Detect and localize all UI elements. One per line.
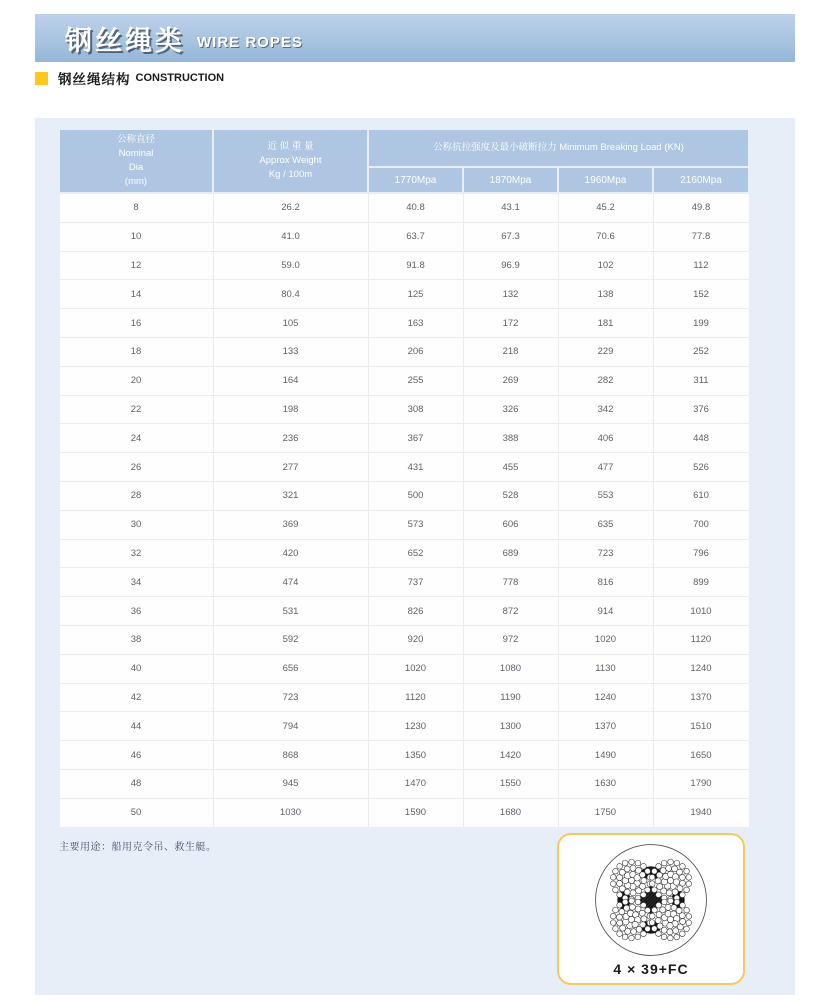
table-cell: 42 [59, 683, 213, 712]
table-cell: 77.8 [653, 222, 749, 251]
table-cell: 1240 [558, 683, 653, 712]
col-header-weight [213, 129, 368, 193]
table-cell: 816 [558, 568, 653, 597]
rope-cross-section-diagram [592, 841, 710, 959]
page-header [35, 14, 795, 62]
col-header-grade-1960: 1960Mpa [558, 167, 653, 193]
table-cell: 269 [463, 366, 558, 395]
col-header-diameter-en2: Dia [128, 162, 144, 173]
table-cell: 50 [59, 798, 213, 827]
section-heading [35, 69, 224, 87]
table-cell: 63.7 [368, 222, 463, 251]
table-row [59, 798, 749, 827]
table-cell: 945 [213, 769, 368, 798]
col-header-diameter-en1: Nominal [118, 147, 154, 159]
table-cell: 1550 [463, 769, 558, 798]
table-cell: 723 [558, 539, 653, 568]
table-cell: 91.8 [368, 251, 463, 280]
table-row [59, 309, 749, 338]
table-cell: 163 [368, 309, 463, 338]
table-cell: 229 [558, 337, 653, 366]
table-cell: 737 [368, 568, 463, 597]
table-row [59, 568, 749, 597]
table-cell: 16 [59, 309, 213, 338]
table-cell: 311 [653, 366, 749, 395]
table-cell: 70.6 [558, 222, 653, 251]
col-header-grade-1770: 1770Mpa [368, 167, 463, 193]
table-cell: 199 [653, 309, 749, 338]
table-cell: 796 [653, 539, 749, 568]
table-cell: 44 [59, 712, 213, 741]
section-bullet-icon [35, 72, 48, 85]
table-cell: 1030 [213, 798, 368, 827]
section-title-zh: 钢丝绳结构 [58, 72, 131, 87]
col-header-breaking-load: 公称抗拉强度及最小破断拉力 Minimum Breaking Load (KN) [368, 129, 749, 167]
table-cell: 652 [368, 539, 463, 568]
table-cell: 500 [368, 481, 463, 510]
table-cell: 1300 [463, 712, 558, 741]
table-cell: 689 [463, 539, 558, 568]
table-cell: 252 [653, 337, 749, 366]
col-header-grade-2160: 2160Mpa [653, 167, 749, 193]
table-cell: 102 [558, 251, 653, 280]
table-cell: 528 [463, 481, 558, 510]
table-cell: 872 [463, 597, 558, 626]
section-title-en: CONSTRUCTION [135, 72, 225, 84]
col-header-weight-zh: 近 似 重 量 [267, 140, 314, 152]
table-cell: 30 [59, 510, 213, 539]
table-cell: 1940 [653, 798, 749, 827]
col-header-diameter [59, 129, 213, 193]
table-cell: 1510 [653, 712, 749, 741]
table-cell: 1120 [368, 683, 463, 712]
table-cell: 26 [59, 453, 213, 482]
table-cell: 1010 [653, 597, 749, 626]
table-cell: 1650 [653, 741, 749, 770]
table-cell: 868 [213, 741, 368, 770]
table-cell: 610 [653, 481, 749, 510]
table-cell: 12 [59, 251, 213, 280]
table-cell: 1630 [558, 769, 653, 798]
table-cell: 778 [463, 568, 558, 597]
table-row [59, 683, 749, 712]
table-cell: 474 [213, 568, 368, 597]
table-row [59, 712, 749, 741]
table-cell: 700 [653, 510, 749, 539]
table-cell: 553 [558, 481, 653, 510]
table-cell: 420 [213, 539, 368, 568]
table-cell: 1680 [463, 798, 558, 827]
table-cell: 138 [558, 280, 653, 309]
table-cell: 43.1 [463, 193, 558, 222]
table-cell: 1120 [653, 625, 749, 654]
table-cell: 22 [59, 395, 213, 424]
page-subtitle: WIRE ROPES [197, 33, 303, 51]
table-cell: 321 [213, 481, 368, 510]
table-cell: 369 [213, 510, 368, 539]
table-cell: 133 [213, 337, 368, 366]
spec-table-body [59, 193, 749, 827]
table-cell: 326 [463, 395, 558, 424]
table-cell: 826 [368, 597, 463, 626]
table-cell: 36 [59, 597, 213, 626]
table-cell: 132 [463, 280, 558, 309]
table-row [59, 741, 749, 770]
table-cell: 1190 [463, 683, 558, 712]
table-cell: 80.4 [213, 280, 368, 309]
table-row [59, 280, 749, 309]
table-cell: 308 [368, 395, 463, 424]
table-cell: 125 [368, 280, 463, 309]
content-panel [35, 118, 795, 995]
table-cell: 26.2 [213, 193, 368, 222]
rope-diagram-card [557, 833, 745, 985]
table-cell: 376 [653, 395, 749, 424]
table-row [59, 337, 749, 366]
table-cell: 1370 [558, 712, 653, 741]
table-cell: 40 [59, 654, 213, 683]
table-row [59, 395, 749, 424]
table-cell: 1370 [653, 683, 749, 712]
table-cell: 526 [653, 453, 749, 482]
table-row [59, 481, 749, 510]
usage-note: 主要用途：船用克令吊、救生艇。 [59, 842, 217, 853]
table-cell: 531 [213, 597, 368, 626]
table-cell: 10 [59, 222, 213, 251]
table-cell: 723 [213, 683, 368, 712]
table-cell: 45.2 [558, 193, 653, 222]
table-cell: 448 [653, 424, 749, 453]
table-cell: 1590 [368, 798, 463, 827]
table-cell: 181 [558, 309, 653, 338]
spec-table [58, 128, 750, 828]
table-cell: 972 [463, 625, 558, 654]
table-row [59, 193, 749, 222]
col-header-weight-unit: Kg / 100m [268, 169, 313, 181]
table-cell: 1750 [558, 798, 653, 827]
table-cell: 96.9 [463, 251, 558, 280]
table-cell: 606 [463, 510, 558, 539]
col-header-diameter-unit: (mm) [124, 176, 148, 188]
table-row [59, 625, 749, 654]
table-cell: 367 [368, 424, 463, 453]
table-cell: 477 [558, 453, 653, 482]
table-cell: 67.3 [463, 222, 558, 251]
table-cell: 1020 [368, 654, 463, 683]
table-cell: 592 [213, 625, 368, 654]
table-cell: 206 [368, 337, 463, 366]
table-cell: 152 [653, 280, 749, 309]
table-cell: 899 [653, 568, 749, 597]
table-row [59, 510, 749, 539]
table-cell: 28 [59, 481, 213, 510]
table-row [59, 453, 749, 482]
table-row [59, 222, 749, 251]
table-row [59, 539, 749, 568]
table-row [59, 769, 749, 798]
table-cell: 164 [213, 366, 368, 395]
table-cell: 388 [463, 424, 558, 453]
table-cell: 1490 [558, 741, 653, 770]
table-cell: 112 [653, 251, 749, 280]
table-cell: 1080 [463, 654, 558, 683]
col-header-grade-1870: 1870Mpa [463, 167, 558, 193]
table-cell: 255 [368, 366, 463, 395]
table-cell: 24 [59, 424, 213, 453]
table-cell: 46 [59, 741, 213, 770]
table-cell: 218 [463, 337, 558, 366]
table-cell: 431 [368, 453, 463, 482]
table-cell: 1350 [368, 741, 463, 770]
table-cell: 105 [213, 309, 368, 338]
table-cell: 920 [368, 625, 463, 654]
table-cell: 41.0 [213, 222, 368, 251]
table-cell: 1130 [558, 654, 653, 683]
table-cell: 342 [558, 395, 653, 424]
table-cell: 34 [59, 568, 213, 597]
table-cell: 914 [558, 597, 653, 626]
table-cell: 656 [213, 654, 368, 683]
table-cell: 1420 [463, 741, 558, 770]
table-cell: 236 [213, 424, 368, 453]
table-cell: 573 [368, 510, 463, 539]
table-row [59, 366, 749, 395]
table-row [59, 597, 749, 626]
table-cell: 1470 [368, 769, 463, 798]
table-cell: 172 [463, 309, 558, 338]
table-cell: 198 [213, 395, 368, 424]
table-cell: 18 [59, 337, 213, 366]
table-cell: 1230 [368, 712, 463, 741]
table-cell: 406 [558, 424, 653, 453]
table-cell: 794 [213, 712, 368, 741]
table-cell: 59.0 [213, 251, 368, 280]
table-cell: 48 [59, 769, 213, 798]
col-header-diameter-zh: 公称直径 [116, 133, 155, 145]
table-row [59, 251, 749, 280]
page-title: 钢丝绳类 [65, 25, 185, 56]
table-cell: 40.8 [368, 193, 463, 222]
table-cell: 277 [213, 453, 368, 482]
table-cell: 49.8 [653, 193, 749, 222]
table-row [59, 654, 749, 683]
table-row [59, 424, 749, 453]
table-cell: 38 [59, 625, 213, 654]
table-cell: 1020 [558, 625, 653, 654]
rope-construction-label: 4 × 39+FC [613, 961, 689, 977]
col-header-weight-en: Approx Weight [259, 154, 322, 166]
table-cell: 1790 [653, 769, 749, 798]
table-cell: 282 [558, 366, 653, 395]
table-cell: 8 [59, 193, 213, 222]
table-cell: 635 [558, 510, 653, 539]
table-cell: 455 [463, 453, 558, 482]
table-cell: 14 [59, 280, 213, 309]
table-cell: 20 [59, 366, 213, 395]
table-cell: 1240 [653, 654, 749, 683]
table-cell: 32 [59, 539, 213, 568]
